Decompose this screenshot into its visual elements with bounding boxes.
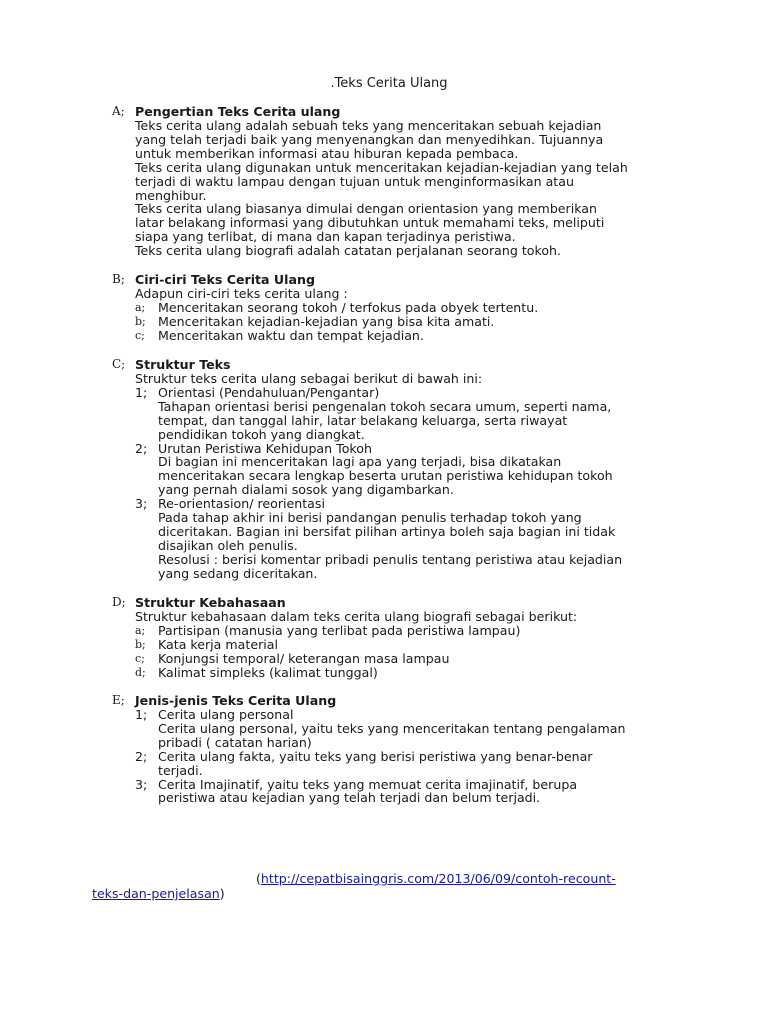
section-intro: Adapun ciri-ciri teks cerita ulang : [135,286,348,301]
list-marker: a; [135,623,146,637]
section-b [0,273,768,343]
list-marker: 1; [135,384,148,400]
list-item-text: Partisipan (manusia yang terlibat pada peristiwa lampau) [158,622,521,638]
list-marker: 3; [135,776,148,792]
section-title: Jenis-jenis Teks Cerita Ulang [135,693,337,708]
list-item-text: tempat, dan tanggal lahir, latar belakang keluarga, serta riwayat [158,412,568,428]
paragraph-line: Teks cerita ulang adalah sebuah teks yang menceritakan sebuah kejadian [135,118,602,133]
list-marker: b; [135,637,146,651]
paragraph-line: terjadi di waktu lampau dengan tujuan untuk menginformasikan atau [135,173,574,189]
paragraph-line: Teks cerita ulang biografi adalah catatan perjalanan seorang tokoh. [135,243,562,259]
list-item [0,778,688,806]
list-item-text: Urutan Peristiwa Kehidupan Tokoh [158,440,372,456]
list-item [0,708,688,750]
paragraph-line: menghibur. [135,187,207,203]
section-letter: D; [112,595,126,609]
list-item-text: Cerita ulang personal [158,707,294,722]
paragraph-line: Teks cerita ulang digunakan untuk menceritakan kejadian-kejadian yang telah [135,159,628,175]
section-intro: Struktur kebahasaan dalam teks cerita ulang biografi sebagai berikut: [135,609,578,624]
list-item [0,666,688,680]
list-item-text: terjadi. [158,762,203,778]
list-item [0,315,688,329]
paragraph-line: Teks cerita ulang biasanya dimulai dengan orientasion yang memberikan [135,201,598,217]
list-item-text: yang pernah dialami sosok yang digambarkan. [158,482,454,498]
section-title: Struktur Kebahasaan [135,595,286,610]
list-item-text: Orientasi (Pendahuluan/Pengantar) [158,384,380,400]
list-item-text: disajikan oleh penulis. [158,537,298,553]
list-marker: c; [135,328,145,342]
open-paren: ( [256,871,261,886]
list-item-text: Pada tahap akhir ini berisi pandangan penulis terhadap tokoh yang [158,510,582,526]
section-a [0,105,768,258]
list-marker: b; [135,314,146,328]
list-item-text: pendidikan tokoh yang diangkat. [158,426,365,442]
page-title: .Teks Cerita Ulang [330,76,448,91]
paragraph-line: siapa yang terlibat, di mana dan kapan terjadinya peristiwa. [135,229,516,245]
list-item-text: pribadi ( catatan harian) [158,734,312,750]
list-item-text: yang sedang diceritakan. [158,565,318,581]
list-marker: d; [135,665,146,679]
list-item [0,497,688,580]
list-item-text: Resolusi : berisi komentar pribadi penulis tentang peristiwa atau kejadian [158,551,623,567]
list-item [0,750,688,778]
list-item [0,386,688,442]
list-item-text: Menceritakan kejadian-kejadian yang bisa kita amati. [158,313,495,329]
source-link-continuation[interactable]: teks-dan-penjelasan [92,886,220,901]
list-item [0,329,688,343]
list-item-text: Menceritakan seorang tokoh / terfokus pada obyek tertentu. [158,299,539,315]
list-item [0,442,688,498]
section-letter: C; [112,357,126,371]
list-item-text: Cerita Imajinatif, yaitu teks yang memuat cerita imajinatif, berupa [158,776,578,792]
list-item-text: Kalimat simpleks (kalimat tunggal) [158,664,378,680]
section-c [0,358,768,581]
list-marker: 3; [135,496,148,512]
section-letter: B; [112,272,125,286]
section-title: Ciri-ciri Teks Cerita Ulang [135,272,315,287]
list-marker: a; [135,300,146,314]
paragraph-line: untuk memberikan informasi atau hiburan kepada pembaca. [135,145,519,161]
list-item-text: diceritakan. Bagian ini bersifat pilihan artinya boleh saja bagian ini tidak [158,523,616,539]
source-link[interactable]: http://cepatbisainggris.com/2013/06/09/contoh-recount- [260,871,616,886]
section-d [0,596,768,680]
list-item-text: menceritakan secara lengkap beserta urutan peristiwa kehidupan tokoh [158,468,613,484]
section-intro: Struktur teks cerita ulang sebagai berikut di bawah ini: [135,371,483,386]
source-citation [92,871,712,901]
list-item [0,652,688,666]
section-letter: E; [112,693,125,707]
list-item-text: Konjungsi temporal/ keterangan masa lampau [158,650,450,666]
list-item-text: Re-orientasion/ reorientasi [158,496,325,512]
list-item-text: Cerita ulang personal, yaitu teks yang menceritakan tentang pengalaman [158,720,626,736]
paragraph-line: yang telah terjadi baik yang menyenangkan dan menyedihkan. Tujuannya [135,131,604,147]
paragraph-line: latar belakang informasi yang dibutuhkan untuk memahami teks, meliputi [135,215,605,231]
list-item [0,624,688,638]
list-marker: 1; [135,707,148,722]
section-title: Struktur Teks [135,357,231,372]
list-item-text: Menceritakan waktu dan tempat kejadian. [158,327,424,343]
list-marker: 2; [135,440,148,456]
list-marker: c; [135,651,145,665]
close-paren: ) [219,886,225,901]
list-item-text: peristiwa atau kejadian yang telah terjadi dan belum terjadi. [158,790,541,806]
list-item [0,301,688,315]
section-letter: A; [112,104,125,118]
list-item-text: Cerita ulang fakta, yaitu teks yang berisi peristiwa yang benar-benar [158,748,593,764]
list-item-text: Di bagian ini menceritakan lagi apa yang terjadi, bisa dikatakan [158,454,562,470]
list-item-text: Kata kerja material [158,636,278,652]
list-marker: 2; [135,748,148,764]
list-item [0,638,688,652]
list-item-text: Tahapan orientasi berisi pengenalan tokoh secara umum, seperti nama, [158,398,612,414]
section-e [0,694,768,805]
section-title: Pengertian Teks Cerita ulang [135,104,341,119]
